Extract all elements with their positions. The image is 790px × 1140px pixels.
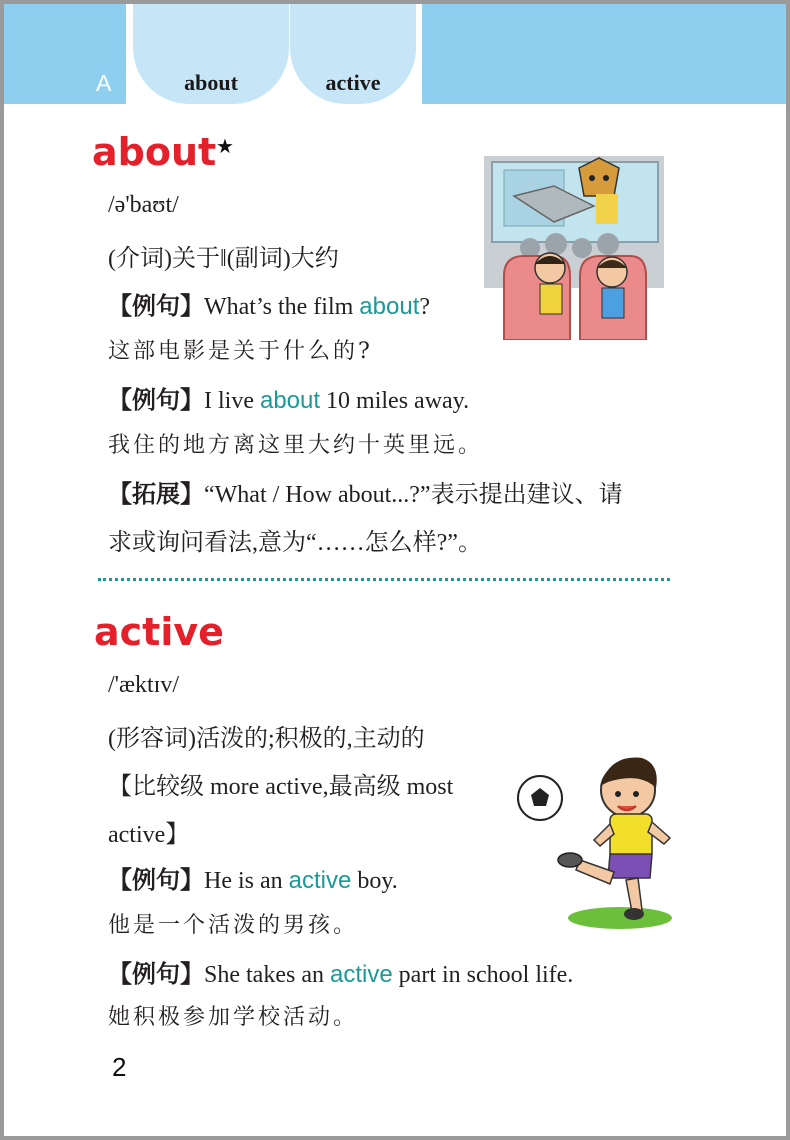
extension-tag: 【拓展】 [108,482,204,508]
tab-about-label: about [184,70,238,95]
keyword-highlight: about [259,387,321,414]
example-translation: 这部电影是关于什么的? [108,339,373,364]
comparison-forms: 【比较级 more active,最高级 most [108,774,454,800]
cinema-illustration [484,156,668,340]
extension-line: 【拓展】“What / How about...?”表示提出建议、请 [108,482,623,508]
example-line: 【例句】He is an active boy. [108,867,398,894]
comparison-forms: active】 [108,822,190,848]
example-translation: 我住的地方离这里大约十英里远。 [108,433,484,458]
section-letter: A [96,70,112,96]
definition-about: (介词)关于‖(副词)大约 [108,246,339,272]
example-line: 【例句】What’s the film about? [108,293,431,320]
phonetic-active: /'æktɪv/ [108,672,180,698]
example-translation: 他是一个活泼的男孩。 [108,913,359,938]
example-translation: 她积极参加学校活动。 [108,1005,359,1030]
page-header [4,4,786,104]
headword-about: about [92,130,217,174]
keyword-highlight: about [359,293,420,320]
entry-divider [98,578,670,581]
example-tag: 【例句】 [108,868,204,894]
frequency-star-icon: ★ [216,134,234,158]
example-tag: 【例句】 [108,294,204,320]
header-right-band [422,4,786,104]
page-number: 2 [112,1052,127,1082]
headword-active: active [94,610,224,654]
tab-active-label: active [325,70,381,95]
tab-about[interactable] [133,4,289,104]
phonetic-about: /ə'baʊt/ [108,192,179,218]
soccer-boy-illustration [510,742,676,932]
example-tag: 【例句】 [108,962,204,988]
tab-active[interactable] [290,4,416,104]
definition-active: (形容词)活泼的;积极的,主动的 [108,726,425,752]
keyword-highlight: active [329,961,393,988]
example-tag: 【例句】 [108,388,204,414]
example-line: 【例句】I live about 10 miles away. [108,387,470,414]
keyword-highlight: active [288,867,352,894]
extension-line: 求或询问看法,意为“……怎么样?”。 [108,530,482,556]
example-line: 【例句】She takes an active part in school life. [108,961,574,988]
